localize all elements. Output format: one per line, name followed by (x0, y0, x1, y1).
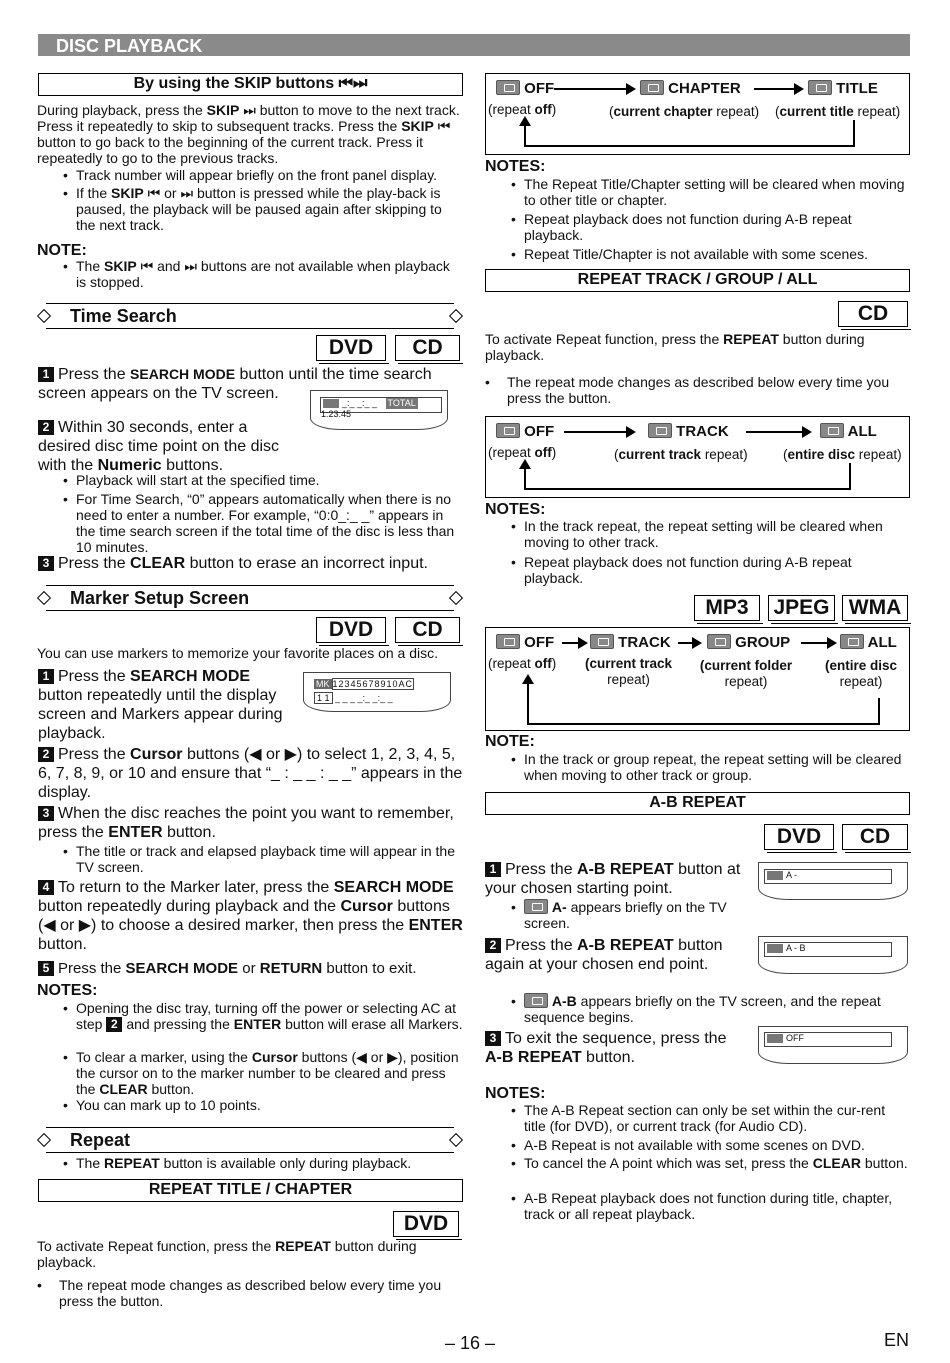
marker-note-3: • You can mark up to 10 points. (63, 1097, 463, 1113)
skip-bullet-1: • Track number will appear briefly on the front panel display. (63, 167, 463, 183)
repeat-all-option: ALL (820, 423, 877, 441)
time-search-screen: _:_ _:_ _ TOTAL 1:23:45 (310, 390, 448, 430)
loop-arrow-icon (519, 116, 531, 126)
ab-step-3: 3 To exit the sequence, press the A-B REPEAT button. (485, 1030, 727, 1066)
marker-step-2: 2 Press the Cursor buttons (◀ or ▶) to select 1, 2, 3, 4, 5, 6, 7, 8, 9, or 10 and ensure that “_ : _ _ : _ _” appears in the display. (38, 746, 463, 801)
loop-arrow-icon (519, 459, 531, 469)
ab-screen-1: A - (758, 862, 908, 900)
repeat-icon (767, 1034, 783, 1043)
marker-intro: You can use markers to memorize your favorite places on a disc. (37, 645, 439, 661)
skip-next-icon: ⏭ (180, 185, 194, 201)
marker-note-1: • Opening the disc tray, turning off the power or selecting AC at step 2 and pressing the ENTER button will erase all Markers. (63, 1000, 463, 1032)
repeat-chapter-option: CHAPTER (640, 80, 741, 98)
repeat-track-caption: (current track repeat) (584, 656, 673, 687)
arrow-icon (754, 88, 798, 90)
ab-repeat-heading: A-B REPEAT (485, 792, 910, 815)
arrow-icon (564, 431, 630, 433)
repeat-off-option: OFF (496, 80, 554, 98)
repeat-track-caption: (current track repeat) (614, 447, 748, 462)
arrow-icon (678, 642, 696, 644)
skip-prev-icon: ⏮ (437, 118, 451, 134)
arrow-icon (746, 431, 806, 433)
skip-next-icon: ⏭ (353, 75, 368, 92)
repeat-track-option: TRACK (590, 634, 671, 652)
repeat-group-note: • In the track or group repeat, the repeat setting will be cleared when moving to other track or group. (511, 751, 909, 783)
repeat-icon (707, 634, 731, 649)
repeat-title-note-1: • The Repeat Title/Chapter setting will be cleared when moving to other title or chapter. (511, 176, 909, 208)
repeat-icon (820, 423, 844, 438)
cd-badge: CD (395, 617, 460, 643)
cd-badge: CD (838, 301, 908, 327)
repeat-title-notes-heading: NOTES: (485, 158, 546, 175)
page-number: – 16 – (445, 1333, 496, 1353)
repeat-track-bullet: • The repeat mode changes as described below every time you press the button. (485, 374, 913, 406)
repeat-track-para: To activate Repeat function, press the REPEAT button during playback. (485, 331, 865, 363)
time-search-step-1: 1 Press the SEARCH MODE button until the time search screen appears on the TV screen. (38, 366, 432, 402)
repeat-title-chapter-diagram (485, 73, 910, 155)
dvd-badge: DVD (393, 1211, 459, 1237)
repeat-off-caption: (repeat off) (488, 102, 557, 117)
loop-arrow-icon (522, 674, 534, 684)
repeat-track-note-1: • In the track repeat, the repeat setting will be cleared when moving to other track. (511, 518, 909, 550)
ab-note-3: • To cancel the A point which was set, press the CLEAR button. (511, 1155, 909, 1171)
marker-screen: MK 12345678910AC 1 1 _ _ _ _:_ _:_ _ (303, 672, 451, 712)
repeat-icon (640, 80, 664, 95)
arrow-icon (554, 88, 630, 90)
repeat-icon (840, 634, 864, 649)
repeat-off-caption: (repeat off) (488, 445, 557, 460)
skip-heading-text: By using the SKIP buttons (133, 75, 335, 92)
marker-section-title: Marker Setup Screen (36, 585, 464, 611)
wma-badge: WMA (842, 595, 908, 621)
cd-badge: CD (842, 824, 908, 850)
time-search-step-2: 2 Within 30 seconds, enter a desired disc time point on the disc with the Numeric buttons. (38, 419, 280, 474)
ab-step-2: 2 Press the A-B REPEAT button again at your chosen end point. (485, 937, 723, 973)
loop-line (524, 145, 854, 147)
repeat-title-para: To activate Repeat function, press the REPEAT button during playback. (37, 1238, 417, 1270)
language-label: EN (884, 1330, 910, 1350)
loop-line (853, 120, 855, 147)
mp3-badge: MP3 (694, 595, 760, 621)
ab-note-2: • A-B Repeat is not available with some scenes on DVD. (511, 1137, 909, 1153)
loop-line (527, 723, 879, 725)
dvd-badge: DVD (764, 824, 834, 850)
skip-paragraph: During playback, press the SKIP ⏭ button to move to the next track. Press it repeatedly to skip to subsequent tracks. Press the SKIP ⏮ button to go back to the beginning of the current track. Press it repeatedly to go to the previous tracks. (37, 102, 460, 166)
repeat-track-diagram (485, 416, 910, 498)
repeat-bullet: • The REPEAT button is available only during playback. (63, 1155, 463, 1171)
ab-notes-heading: NOTES: (485, 1085, 546, 1102)
repeat-title-note-2: • Repeat playback does not function during A-B repeat playback. (511, 211, 909, 243)
arrow-icon (562, 642, 582, 644)
section-header-title: DISC PLAYBACK (56, 36, 203, 56)
marker-step-3: 3 When the disc reaches the point you want to remember, press the ENTER button. (38, 805, 454, 841)
loop-line (527, 680, 529, 724)
repeat-group-note-heading: NOTE: (485, 733, 535, 750)
repeat-title-note-3: • Repeat Title/Chapter is not available with some scenes. (511, 246, 909, 262)
repeat-icon (524, 993, 548, 1008)
repeat-icon (767, 944, 783, 953)
skip-next-icon: ⏭ (184, 258, 197, 274)
skip-prev-icon: ⏮ (140, 258, 154, 274)
repeat-icon (496, 423, 520, 438)
skip-prev-icon: ⏮ (338, 75, 354, 92)
repeat-icon (590, 634, 614, 649)
time-search-bullet-1: • Playback will start at the specified time. (63, 472, 463, 488)
ab-note-4: • A-B Repeat playback does not function during title, chapter, track or all repeat playback. (511, 1190, 909, 1222)
repeat-icon (767, 871, 783, 880)
ab-step-1-bullet: • A- appears briefly on the TV screen. (511, 899, 741, 931)
marker-note-2: • To clear a marker, using the Cursor buttons (◀ or ▶), position the cursor on to the marker number to be cleared and press the CLEAR button. (63, 1049, 463, 1097)
time-search-bullet-2: • For Time Search, “0” appears automatically when there is no need to enter a number. For example, “0:0_:_ _” appears in the time search screen if the total time of the disc is less than 10 minutes. (63, 491, 463, 555)
repeat-icon (648, 423, 672, 438)
skip-prev-icon: ⏮ (147, 185, 161, 201)
skip-next-icon: ⏭ (243, 102, 256, 118)
repeat-chapter-caption: (current chapter repeat) (609, 104, 760, 119)
jpeg-badge: JPEG (768, 595, 835, 621)
arrow-icon (801, 642, 831, 644)
ab-step-2-bullet: • A-B appears briefly on the TV screen, and the repeat sequence begins. (511, 993, 909, 1025)
repeat-off-caption: (repeat off) (488, 656, 557, 671)
loop-line (878, 698, 880, 725)
marker-notes-heading: NOTES: (37, 982, 98, 999)
repeat-all-caption: (entire disc repeat) (824, 658, 898, 689)
repeat-section-title: Repeat (36, 1127, 464, 1153)
marker-step-5: 5 Press the SEARCH MODE or RETURN button to exit. (38, 959, 468, 978)
repeat-icon (524, 899, 548, 914)
skip-bullet-2: • If the SKIP ⏮ or ⏭ button is pressed while the play-back is paused, the playback will be paused again after skipping to the next track. (63, 185, 463, 233)
repeat-off-option: OFF (496, 423, 554, 441)
cd-badge: CD (395, 335, 460, 361)
loop-line (524, 488, 850, 490)
skip-note-heading: NOTE: (37, 242, 87, 259)
repeat-icon (808, 80, 832, 95)
loop-line (849, 463, 851, 490)
repeat-track-note-2: • Repeat playback does not function during A-B repeat playback. (511, 554, 909, 586)
marker-step-4: 4 To return to the Marker later, press the SEARCH MODE button repeatedly during playback and the Cursor buttons (◀ or ▶) to choose a desired marker, then press the ENTER button. (38, 879, 463, 953)
repeat-track-heading: REPEAT TRACK / GROUP / ALL (485, 269, 910, 292)
repeat-icon (496, 80, 520, 95)
ab-screen-3: OFF (758, 1026, 908, 1064)
repeat-group-caption: (current folder repeat) (699, 658, 793, 689)
repeat-icon (496, 634, 520, 649)
dvd-badge: DVD (316, 617, 386, 643)
repeat-group-option: GROUP (707, 634, 790, 652)
time-search-section-title: Time Search (36, 303, 464, 329)
skip-heading (38, 73, 463, 96)
repeat-all-option: ALL (840, 634, 897, 652)
marker-step-3-bullet: • The title or track and elapsed playback time will appear in the TV screen. (63, 843, 463, 875)
section-header (38, 34, 910, 56)
repeat-off-option: OFF (496, 634, 554, 652)
repeat-track-option: TRACK (648, 423, 729, 441)
skip-note-text: • The SKIP ⏮ and ⏭ buttons are not available when playback is stopped. (63, 258, 463, 290)
repeat-title-bullet: • The repeat mode changes as described below every time you press the button. (37, 1277, 465, 1309)
clock-icon (323, 399, 339, 408)
marker-step-1: 1 Press the SEARCH MODE button repeatedly until the display screen and Markers appear during playback. (38, 668, 283, 742)
ab-screen-2: A - B (758, 936, 908, 974)
time-search-step-3: 3 Press the CLEAR button to erase an incorrect input. (38, 554, 468, 573)
dvd-badge: DVD (316, 335, 386, 361)
repeat-track-notes-heading: NOTES: (485, 501, 546, 518)
ab-note-1: • The A-B Repeat section can only be set within the cur-rent title (for DVD), or current track (for Audio CD). (511, 1102, 909, 1134)
repeat-all-caption: (entire disc repeat) (783, 447, 902, 462)
ab-step-1: 1 Press the A-B REPEAT button at your chosen starting point. (485, 861, 741, 897)
repeat-title-caption: (current title repeat) (775, 104, 901, 119)
repeat-title-option: TITLE (808, 80, 878, 98)
repeat-group-diagram (485, 627, 910, 731)
repeat-title-chapter-heading: REPEAT TITLE / CHAPTER (38, 1179, 463, 1202)
